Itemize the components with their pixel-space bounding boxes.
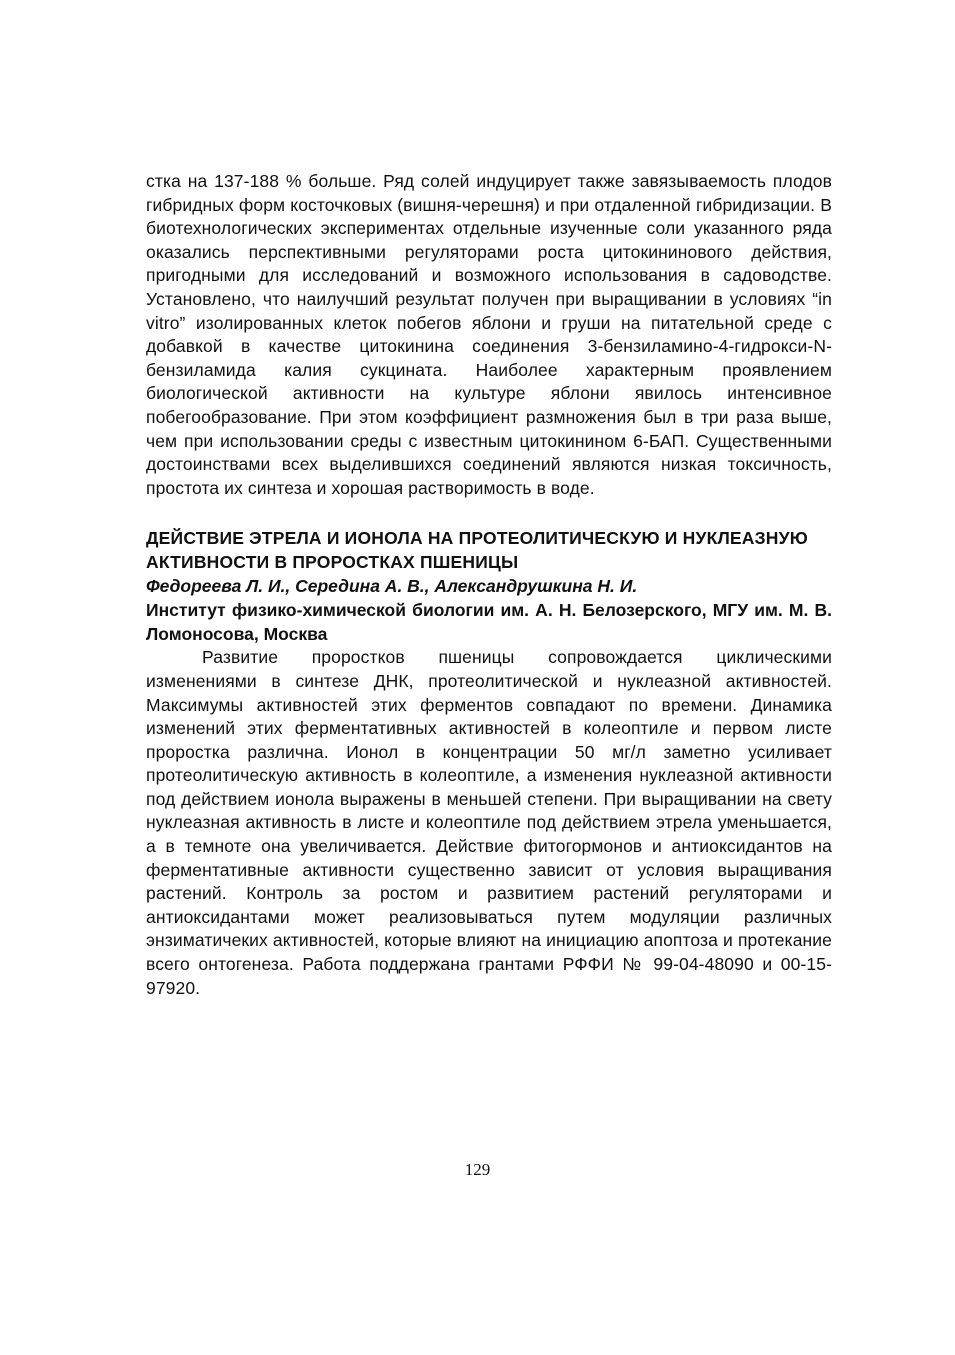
intro-paragraph: стка на 137-188 % больше. Ряд солей индуцирует также завязываемость плодов гибридных форм косточковых (вишня-черешня) и при отдаленной гибридизации. В биотехнологических экспериментах отдельные изученные соли указанного ряда оказались перспективными регуляторами роста цитокининового действия, пригодными для исследований и возможного использования в садоводстве. Установлено, что наилучший результат получен при выращивании в условиях “in vitro” изолированных клеток побегов яблони и груши на питательной среде с добавкой в качестве цитокинина соединения 3-бензиламино-4-гидрокси-N-бензиламида калия сукцината. Наиболее характерным проявлением биологической активности на культуре яблони явилось интенсивное побегообразование. При этом коэффициент размножения был в три раза выше, чем при использовании среды с известным цитокинином 6-БАП. Существенными достоинствами всех выделившихся соединений являются низкая токсичность, простота их синтеза и хорошая растворимость в воде. (146, 171, 832, 498)
article-title: ДЕЙСТВИЕ ЭТРЕЛА И ИОНОЛА НА ПРОТЕОЛИТИЧЕСКУЮ И НУКЛЕАЗНУЮ АКТИВНОСТИ В ПРОРОСТКАХ ПШЕНИЦЫ (146, 528, 808, 573)
article-affiliation: Институт физико-химической биологии им. А. Н. Белозерского, МГУ им. М. В. Ломоносова, Москва (146, 600, 832, 645)
article-body: Развитие проростков пшеницы сопровождается циклическими изменениями в синтезе ДНК, протеолитической и нуклеазной активностей. Максимумы активностей этих ферментов совпадают по времени. Динамика изменений этих ферментативных активностей в колеоптиле и первом листе проростка различна. Ионол в концентрации 50 мг/л заметно усиливает протеолитическую активность в колеоптиле, а изменения нуклеазной активности под действием ионола выражены в меньшей степени. При выращивании на свету нуклеазная активность в листе и колеоптиле под действием этрела уменьшается, а в темноте она увеличивается. Действие фитогормонов и антиоксидантов на ферментативные активности существенно зависит от условия выращивания растений. Контроль за ростом и развитием растений регуляторами и антиоксидантами может реализовываться путем модуляции различных энзиматичеких активностей, которые влияют на инициацию апоптоза и протекание всего онтогенеза. Работа поддержана грантами РФФИ № 99-04-48090 и 00-15-97920. (146, 647, 832, 998)
article-authors: Федореева Л. И., Середина А. В., Александрушкина Н. И. (146, 576, 638, 597)
document-page (146, 170, 832, 1000)
page-number: 129 (464, 1160, 491, 1179)
